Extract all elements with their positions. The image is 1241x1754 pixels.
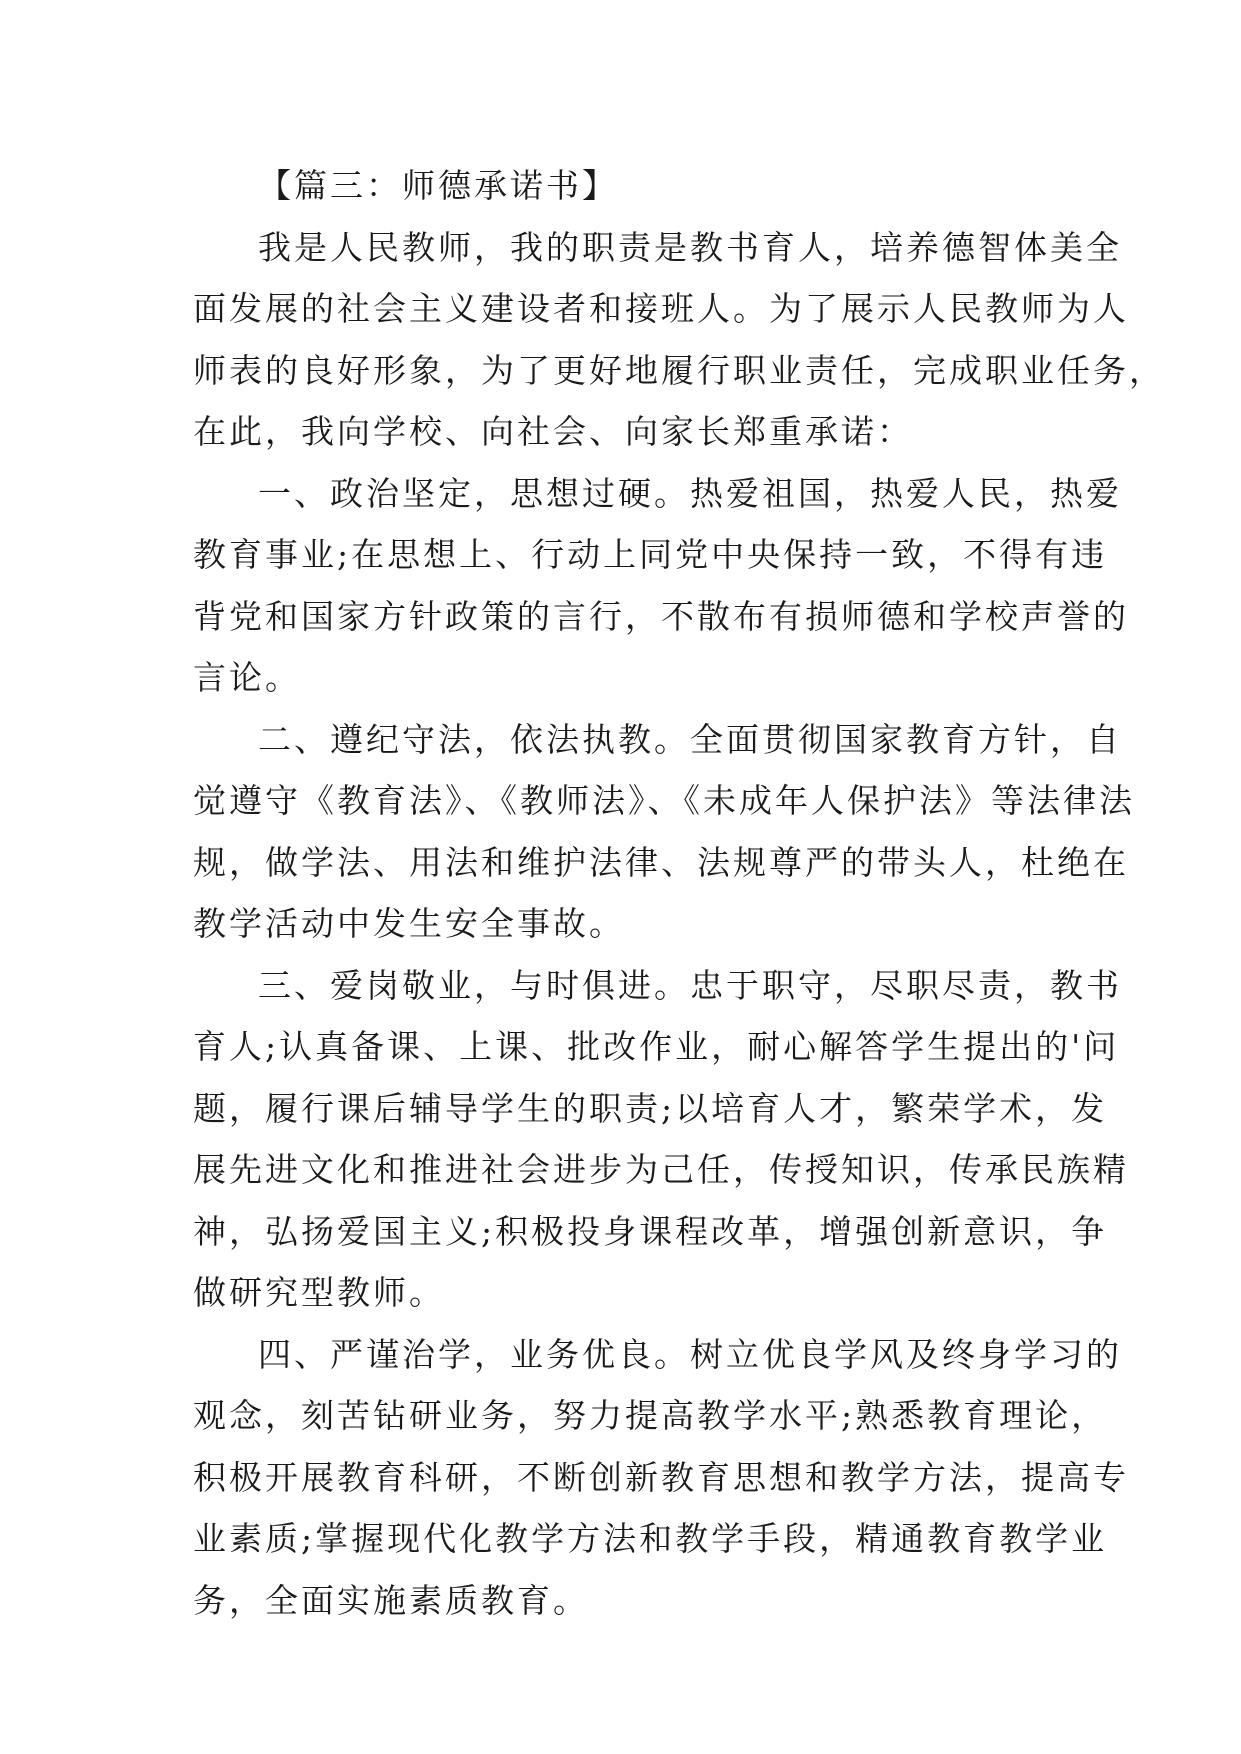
paragraph-line: 教育事业;在思想上、行动上同党中央保持一致，不得有违 xyxy=(193,535,1108,574)
paragraph-line: 在此，我向学校、向社会、向家长郑重承诺： xyxy=(193,412,913,451)
paragraph-line: 背党和国家方针政策的言行，不散布有损师德和学校声誉的 xyxy=(193,596,1129,636)
paragraph-line: 三、爱岗敬业，与时俱进。忠于职守，尽职尽责，教书 xyxy=(258,965,1122,1005)
paragraph-4 xyxy=(193,1331,1129,1639)
paragraph-line: 我是人民教师，我的职责是教书育人，培养德智体美全 xyxy=(258,227,1122,267)
paragraph-line: 言论。 xyxy=(193,658,301,697)
paragraph-line: 观念，刻苦钻研业务，努力提高教学水平;熟悉教育理论， xyxy=(193,1396,1108,1435)
paragraph-line: 四、严谨治学，业务优良。树立优良学风及终身学习的 xyxy=(258,1334,1122,1374)
paragraph-line: 神，弘扬爱国主义;积极投身课程改革，增强创新意识，争 xyxy=(193,1211,1108,1251)
paragraph-line: 面发展的社会主义建设者和接班人。为了展示人民教师为人 xyxy=(193,289,1129,328)
paragraph-line: 展先进文化和推进社会进步为己任，传授知识，传承民族精 xyxy=(193,1150,1129,1189)
paragraph-line: 做研究型教师。 xyxy=(193,1273,445,1312)
paragraph-line: 务，全面实施素质教育。 xyxy=(193,1580,589,1620)
paragraph-line: 题，履行课后辅导学生的职责;以培育人才，繁荣学术，发 xyxy=(193,1088,1108,1128)
paragraph-line: 积极开展教育科研，不断创新教育思想和教学方法，提高专 xyxy=(193,1457,1129,1497)
paragraph-1 xyxy=(193,470,1129,716)
paragraph-line: 教学活动中发生安全事故。 xyxy=(193,904,625,943)
paragraph-2 xyxy=(193,716,1135,962)
document-title: 【篇三：师德承诺书】 xyxy=(258,166,618,205)
paragraph-3 xyxy=(193,962,1129,1331)
paragraph-line: 师表的良好形象，为了更好地履行职业责任，完成职业任务， xyxy=(193,350,1165,390)
paragraph-intro xyxy=(193,224,1165,470)
paragraph-line: 业素质;掌握现代化教学方法和教学手段，精通教育教学业 xyxy=(193,1519,1108,1558)
paragraph-line: 育人;认真备课、上课、批改作业，耐心解答学生提出的'问 xyxy=(193,1027,1120,1066)
paragraph-line: 一、政治坚定，思想过硬。热爱祖国，热爱人民，热爱 xyxy=(258,473,1122,513)
paragraph-line: 规，做学法、用法和维护法律、法规尊严的带头人，杜绝在 xyxy=(193,842,1129,882)
paragraph-line: 觉遵守《教育法》、《教师法》、《未成年人保护法》等法律法 xyxy=(193,781,1135,820)
paragraph-line: 二、遵纪守法，依法执教。全面贯彻国家教育方针，自 xyxy=(258,719,1122,759)
document-body xyxy=(193,162,1165,1638)
